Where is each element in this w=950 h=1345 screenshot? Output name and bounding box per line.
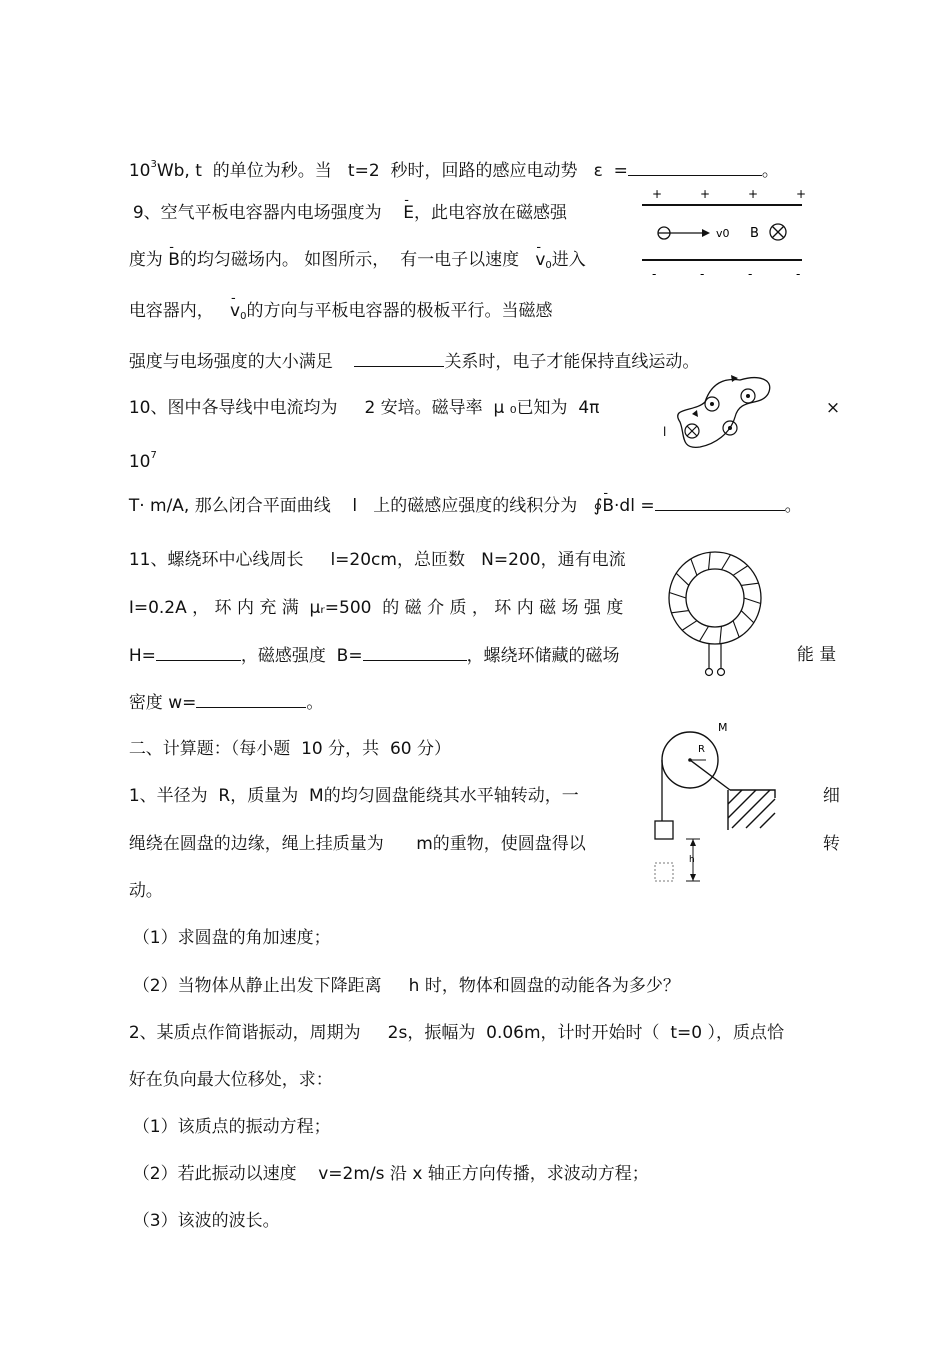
winding-turn [741, 583, 758, 585]
relation-answer-blank[interactable] [354, 350, 444, 367]
winding-turn [720, 626, 722, 643]
mass-final-position [655, 863, 673, 881]
q9-line1: 9、空气平板电容器内电场强度为 - E，此电容放在磁感强 [122, 180, 567, 224]
terminal-icon [718, 669, 725, 676]
p1-line1: 1、半径为 R，质量为 M的均匀圆盘能绕其水平轴转动，一 [128, 786, 579, 806]
toroid-inner [686, 569, 744, 627]
line-integral-answer-blank[interactable] [655, 494, 785, 511]
p1-line3: 动。 [128, 881, 163, 901]
q8-text: Wb, t 的单位为秒。当 t=2 秒时，回路的感应电动势 ε = [156, 161, 628, 181]
support-rod [690, 760, 730, 790]
emf-answer-blank[interactable] [628, 159, 762, 176]
b-answer-blank[interactable] [363, 644, 467, 661]
plus-sign: + [652, 187, 663, 201]
svg-text:B: B [750, 226, 759, 241]
svg-text:v0: v0 [716, 227, 730, 240]
pulley-figure [650, 718, 785, 888]
h-answer-blank[interactable] [156, 644, 241, 661]
plus-sign: + [700, 187, 711, 201]
svg-text:l: l [663, 425, 667, 439]
toroid-figure [665, 548, 770, 678]
p1-sub1: （1）求圆盘的角加速度； [132, 928, 331, 948]
svg-text:-: - [652, 267, 657, 281]
q10-line2: $10^7$ [128, 450, 157, 472]
q9-line2: 度为 - B的均匀磁场内。 如图所示， 有一电子以速度 - $v_0$进入 [118, 227, 586, 277]
power-exponent: 3 [150, 159, 157, 170]
plus-sign: + [796, 187, 807, 201]
winding-turn [721, 555, 730, 570]
e-field-vector: - E [403, 202, 414, 224]
p1-line2: 绳绕在圆盘的边缘，绳上挂质量为 m的重物，使圆盘得以 [128, 834, 586, 854]
q10-line1: 10、图中各导线中电流均为 2 安培。磁导率 μ ₀已知为 4π [128, 398, 600, 418]
q8-end: 。 [761, 161, 779, 181]
p2-line2: 好在负向最大位移处，求： [128, 1070, 333, 1090]
terminal-icon [706, 669, 713, 676]
winding-turn [733, 566, 748, 576]
winding-turn [744, 598, 761, 604]
closed-curve-l [678, 378, 770, 448]
q10-line3: T· m/A, 那么闭合平面曲线 l 上的磁感应强度的线积分为 ∮- B·dl = 。 [118, 472, 802, 517]
svg-text:-: - [796, 267, 801, 281]
svg-text:M: M [718, 721, 728, 734]
p2-sub3: （3）该波的波长。 [132, 1211, 280, 1231]
p2-line1: 2、某质点作简谐振动，周期为 2s，振幅为 0.06m，计时开始时（ t=0 ），质点恰 [128, 1023, 784, 1043]
q9-line3: 电容器内， - $v_0$的方向与平板电容器的极板平行。当磁感 [118, 278, 552, 328]
b-field-vector: - B [168, 249, 180, 271]
winding-turn [671, 611, 688, 613]
winding-turn [669, 592, 686, 598]
hanging-mass [655, 821, 673, 839]
q11-line4: 密度 w= 。 [128, 693, 324, 713]
svg-text:R: R [698, 744, 705, 755]
winding-turn [741, 611, 754, 623]
p1-line2-right: 转 [822, 834, 840, 854]
p2-sub1: （1）该质点的振动方程； [132, 1117, 331, 1137]
winding-turn [733, 621, 739, 637]
p1-line1-right: 细 [822, 786, 840, 806]
q11-line1: 11、螺绕环中心线周长 l=20cm，总匝数 N=200，通有电流 [128, 550, 626, 570]
power-base: 10 [128, 161, 151, 181]
p2-sub2: （2）若此振动以速度 v=2m/s 沿 x 轴正方向传播，求波动方程； [132, 1164, 649, 1184]
winding-turn [691, 559, 697, 575]
closed-curve-figure [660, 372, 780, 462]
calc-heading: 二、计算题：（每小题 10 分，共 60 分） [128, 739, 451, 759]
q11-line3-right: 能 量 [796, 645, 837, 665]
q8-tail-line [118, 132, 779, 182]
q11-line3: H= ，磁感强度 B= ，螺绕环储藏的磁场 [128, 646, 620, 666]
svg-text:-: - [700, 267, 705, 281]
plus-sign: + [748, 187, 759, 201]
w-answer-blank[interactable] [196, 691, 306, 708]
winding-turn [676, 573, 689, 585]
winding-turn [699, 626, 708, 641]
p1-sub2: （2）当物体从静止出发下降距离 h 时，物体和圆盘的动能各为多少？ [132, 976, 680, 996]
q10-times: × [825, 398, 841, 418]
winding-turn [709, 552, 711, 569]
velocity-vector: - v [535, 249, 545, 271]
capacitor-figure [640, 180, 810, 285]
q9-line4: 强度与电场强度的大小满足 关系时，电子才能保持直线运动。 [128, 352, 700, 372]
svg-text:-: - [748, 267, 753, 281]
q11-line2: I=0.2A ， 环 内 充 满 μᵣ=500 的 磁 介 质 ， 环 内 磁 场 强 度 [128, 598, 624, 618]
winding-turn [682, 621, 697, 631]
svg-text:h: h [689, 855, 695, 865]
